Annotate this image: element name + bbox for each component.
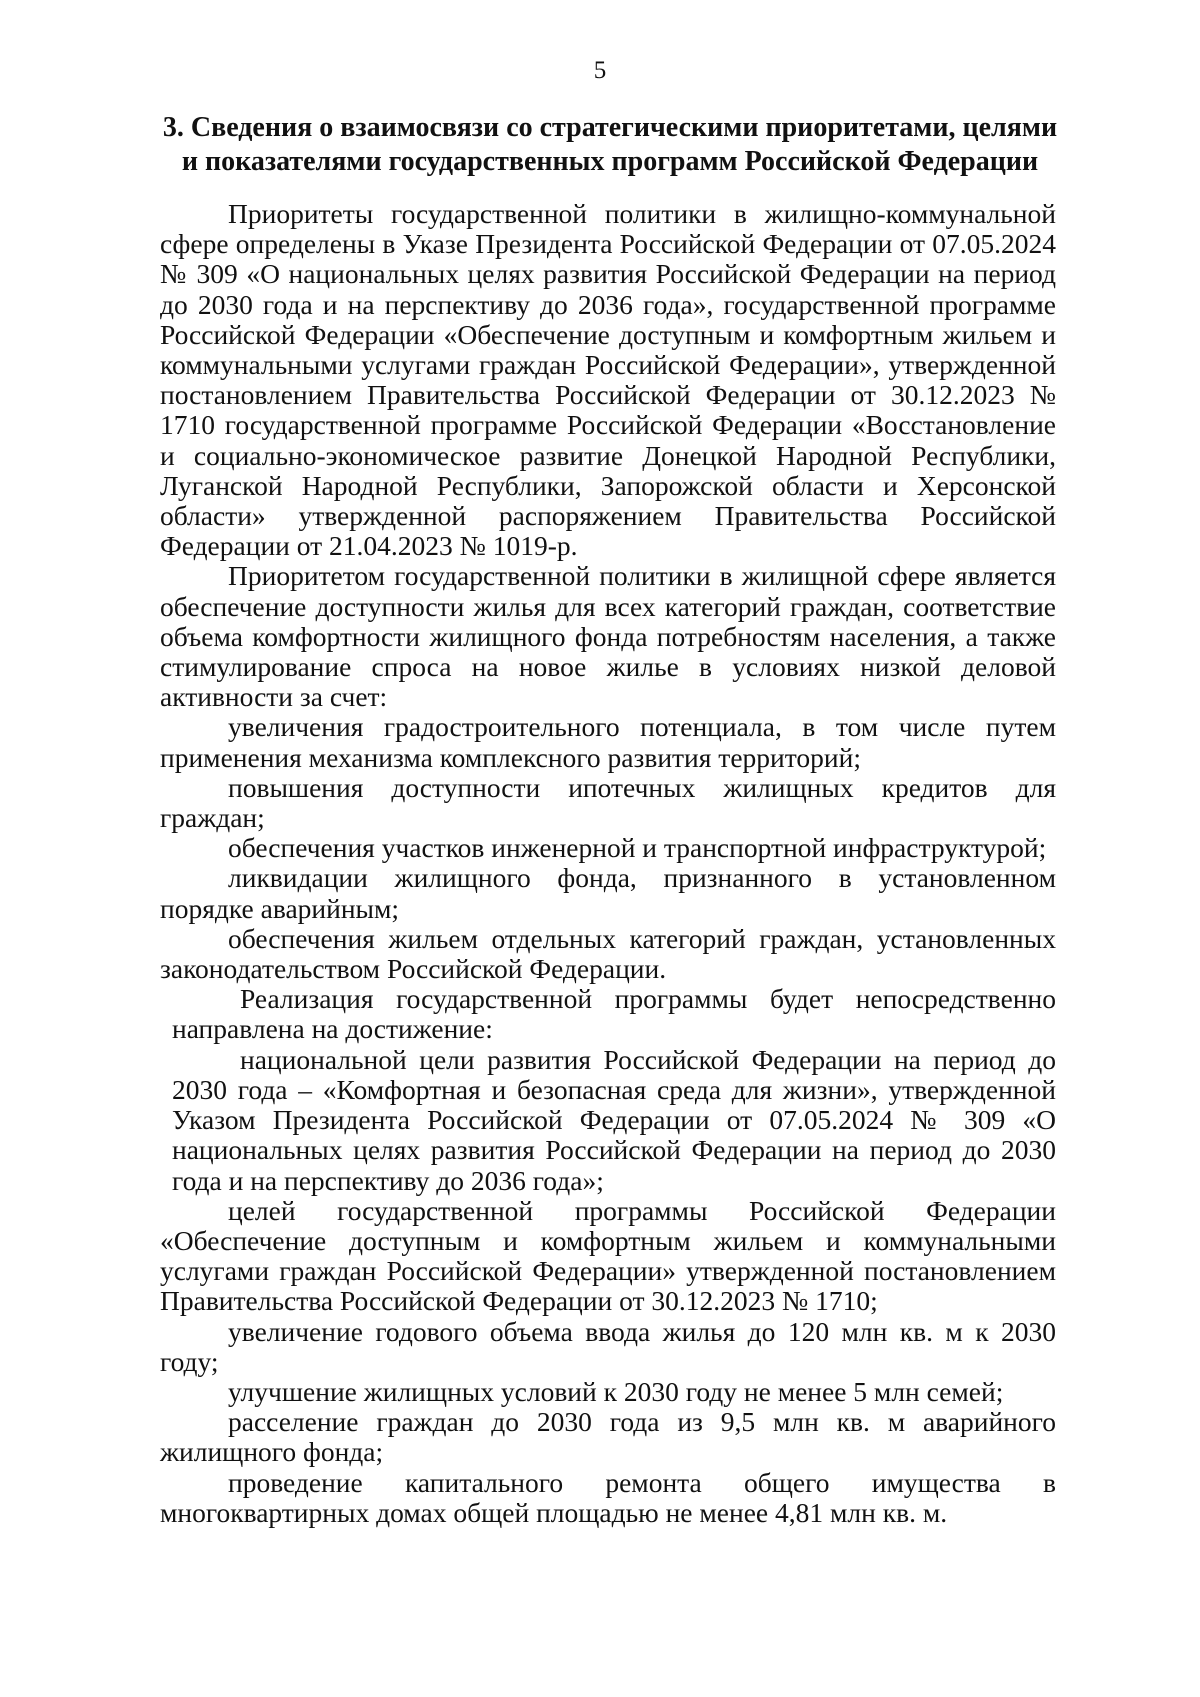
- page-number: 5: [593, 57, 607, 84]
- section-heading: [160, 111, 1060, 179]
- list-item-program-goals: целей государственной программы Российской Федерации «Обеспечение доступным и комфортным жильем и коммунальными услугами граждан Российской Федерации» утвержденной постановлением Правительства Российской Федерации от 30.12.2023 № 1710;: [160, 1194, 1056, 1317]
- list-item-mortgage: повышения доступности ипотечных жилищных кредитов для граждан;: [160, 771, 1056, 834]
- list-item-resettlement: расселение граждан до 2030 года из 9,5 млн кв. м аварийного жилищного фонда;: [160, 1406, 1056, 1468]
- list-item-emergency-housing: ликвидации жилищного фонда, признанного в установленном порядке аварийным;: [160, 862, 1056, 924]
- section-heading-line-1: 3. Сведения о взаимосвязи со стратегическими приоритетами, целями: [162, 112, 1058, 143]
- list-item-urban-potential: увеличения градостроительного потенциала, в том числе путем применения механизма комплексного развития территорий;: [160, 711, 1056, 773]
- list-item-housing-input: увеличение годового объема ввода жилья до 120 млн кв. м к 2030 году;: [160, 1315, 1056, 1377]
- list-item-citizen-categories: обеспечения жильем отдельных категорий граждан, установленных законодательством Российской Федерации.: [160, 922, 1056, 985]
- paragraph-housing-priority: Приоритетом государственной политики в жилищной сфере является обеспечение доступности жилья для всех категорий граждан, соответствие объема комфортности жилищного фонда потребностям населения, а также стимулирование спроса на новое жилье в условиях низкой деловой активности за счет:: [160, 560, 1056, 713]
- list-item-national-goal: национальной цели развития Российской Федерации на период до 2030 года – «Комфортная и безопасная среда для жизни», утвержденной Указом Президента Российской Федерации от 07.05.2024 № 309 «О национальных целях развития Российской Федерации на период до 2030 года и на перспективу до 2036 года»;: [172, 1043, 1056, 1196]
- section-heading-line-2: и показателями государственных программ Российской Федерации: [181, 146, 1039, 177]
- paragraph-program-implementation: Реализация государственной программы будет непосредственно направлена на достижение:: [172, 983, 1056, 1045]
- paragraph-priorities: Приоритеты государственной политики в жилищно-коммунальной сфере определены в Указе Президента Российской Федерации от 07.05.2024 № 309 «О национальных целях развития Российской Федерации на период до 2030 года и на перспективу до 2036 года», государственной программе Российской Федерации «Обеспечение доступным и комфортным жильем и коммунальными услугами граждан Российской Федерации», утвержденной постановлением Правительства Российской Федерации от 30.12.2023 № 1710 государственной программе Российской Федерации «Восстановление и социально-экономическое развитие Донецкой Народной Республики, Луганской Народной Республики, Запорожской области и Херсонской области» утвержденной распоряжением Правительства Российской Федерации от 21.04.2023 № 1019-р.: [160, 198, 1056, 562]
- list-item-infrastructure: обеспечения участков инженерной и транспортной инфраструктурой;: [228, 832, 1047, 864]
- document-body: [160, 199, 1056, 1528]
- list-item-capital-repair: проведение капитального ремонта общего имущества в многоквартирных домах общей площадью не менее 4,81 млн кв. м.: [160, 1466, 1056, 1528]
- list-item-living-conditions: улучшение жилищных условий к 2030 году не менее 5 млн семей;: [228, 1375, 1004, 1407]
